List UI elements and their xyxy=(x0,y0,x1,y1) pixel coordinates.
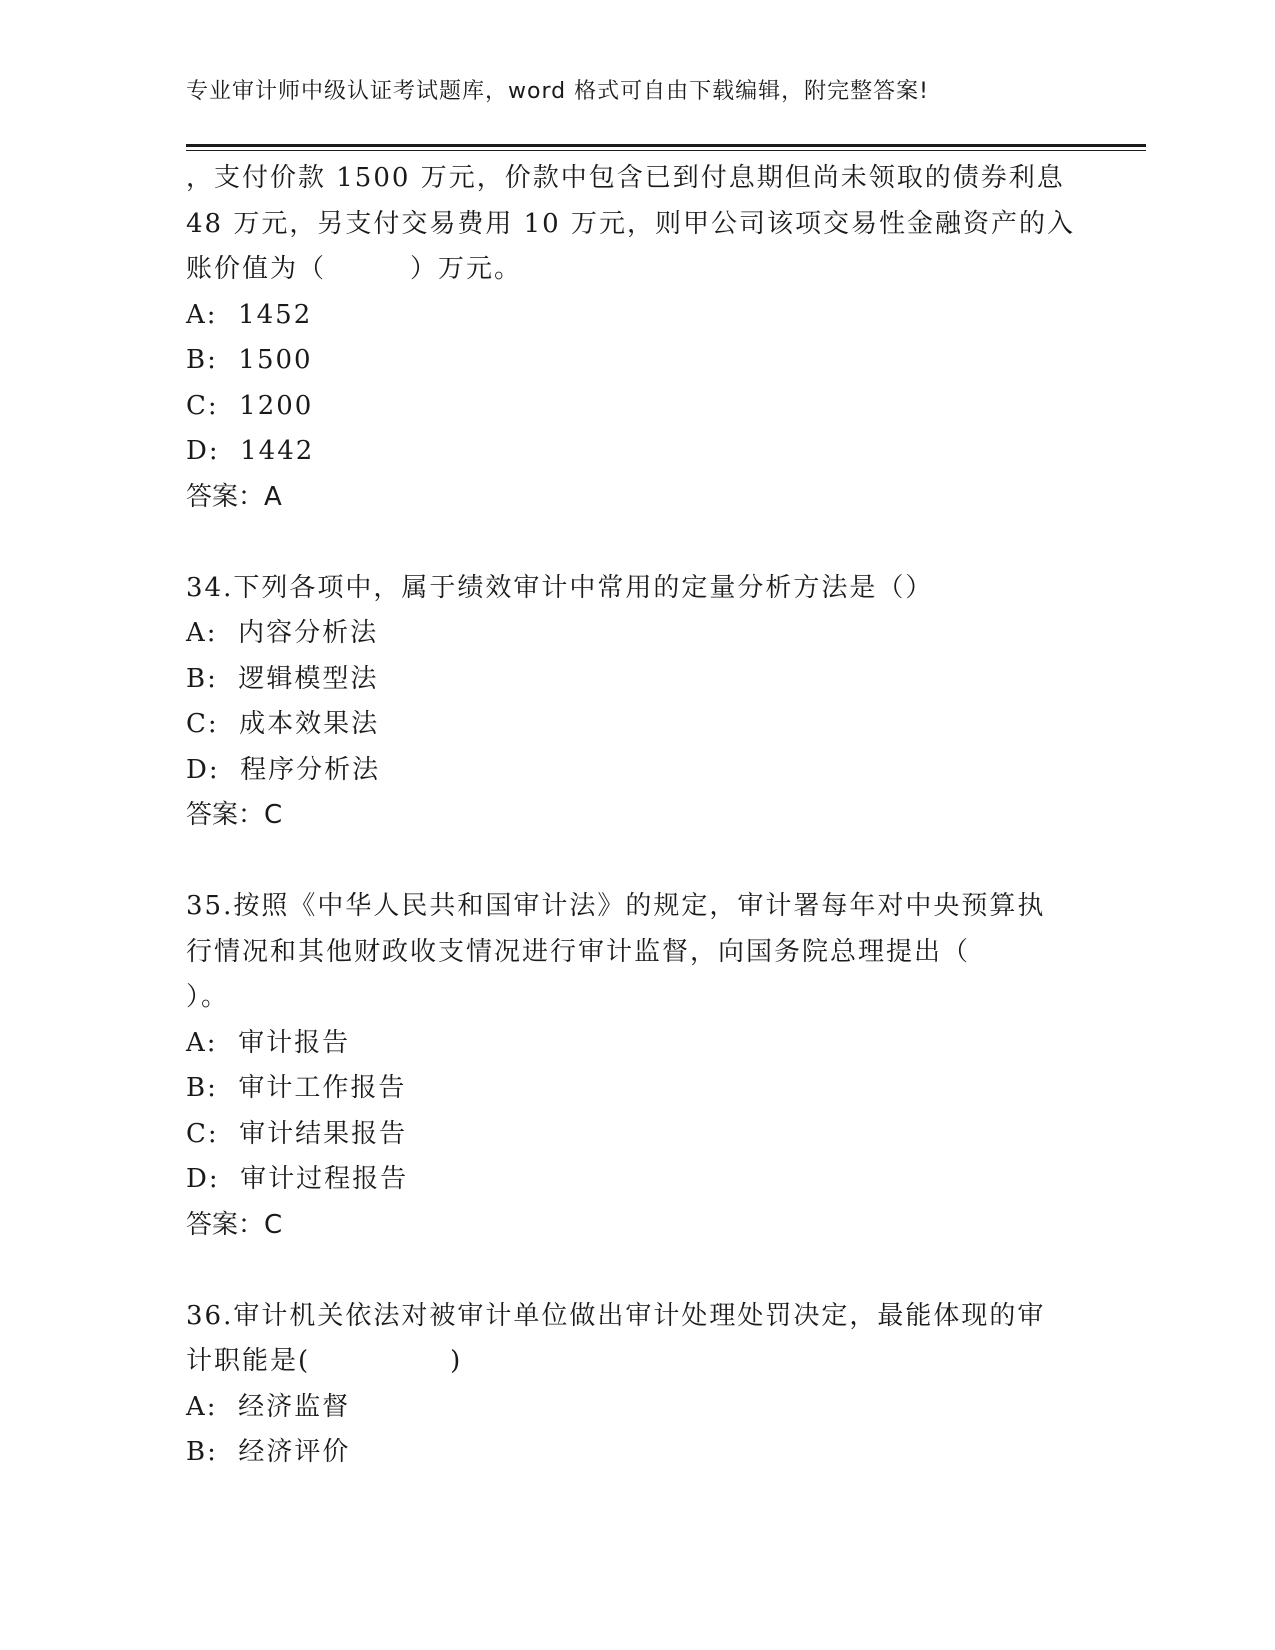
question-stem-line: 账价值为（ ）万元。 xyxy=(186,254,523,284)
answer-line: 答案：C xyxy=(186,1209,283,1240)
option-a: A: 1452 xyxy=(186,299,313,330)
spacer xyxy=(186,1248,1086,1294)
question-stem-line: 34.下列各项中，属于绩效审计中常用的定量分析方法是（） xyxy=(186,572,934,603)
question-content xyxy=(186,156,1086,1476)
spacer xyxy=(186,839,1086,885)
option-b: B: 1500 xyxy=(186,345,313,375)
option-c: C: 审计结果报告 xyxy=(186,1118,408,1149)
option-d: D: 1442 xyxy=(186,436,315,466)
option-a: A: 经济监督 xyxy=(186,1391,351,1422)
question-36 xyxy=(186,1294,1086,1476)
question-stem-line: 36.审计机关依法对被审计单位做出审计处理处罚决定，最能体现的审 xyxy=(186,1300,1046,1331)
question-stem-line: 35.按照《中华人民共和国审计法》的规定，审计署每年对中央预算执 xyxy=(186,891,1046,921)
option-d: D: 审计过程报告 xyxy=(186,1164,409,1194)
question-stem-line: 48 万元，另支付交易费用 10 万元，则甲公司该项交易性金融资产的入 xyxy=(186,208,1075,239)
question-stem-line: ）。 xyxy=(186,982,230,1012)
question-stem-line: ，支付价款 1500 万元，价款中包含已到付息期但尚未领取的债券利息 xyxy=(186,163,1065,193)
question-stem-line: 计职能是( ) xyxy=(186,1346,463,1376)
option-b: B: 经济评价 xyxy=(186,1437,351,1467)
option-d: D: 程序分析法 xyxy=(186,754,381,785)
header-divider xyxy=(186,144,1146,151)
question-33 xyxy=(186,156,1086,520)
option-b: B: 逻辑模型法 xyxy=(186,663,379,694)
page-header: 专业审计师中级认证考试题库，word 格式可自由下载编辑，附完整答案! xyxy=(186,79,929,104)
option-a: A: 审计报告 xyxy=(186,1027,351,1058)
question-35 xyxy=(186,884,1086,1248)
option-c: C: 成本效果法 xyxy=(186,709,380,739)
question-stem-line: 行情况和其他财政收支情况进行审计监督，向国务院总理提出（ xyxy=(186,936,971,967)
option-b: B: 审计工作报告 xyxy=(186,1073,407,1103)
option-c: C: 1200 xyxy=(186,390,314,421)
option-a: A: 内容分析法 xyxy=(186,618,379,648)
answer-line: 答案：C xyxy=(186,800,283,830)
question-34 xyxy=(186,566,1086,839)
answer-line: 答案：A xyxy=(186,481,282,512)
spacer xyxy=(186,520,1086,566)
